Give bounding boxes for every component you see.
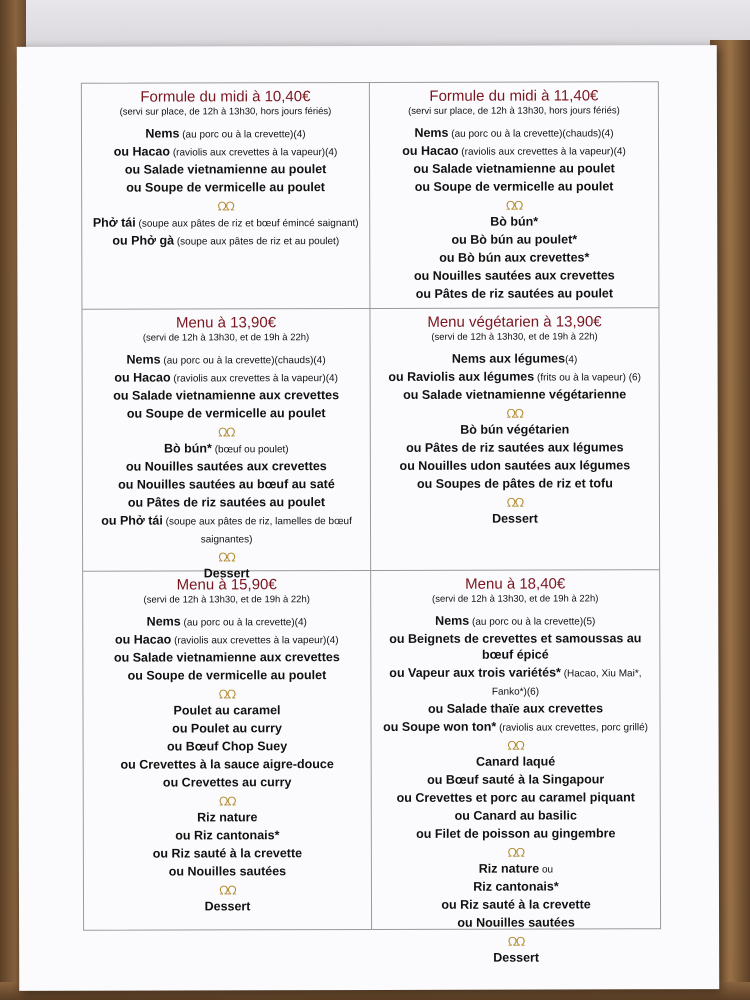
menu-item [377, 475, 653, 494]
dish-name: Phở gà [131, 233, 175, 248]
item-connector: ou [454, 808, 474, 823]
greek-key-ornament-icon: ᘯᘯ [506, 495, 524, 510]
dish-name: Nems [414, 125, 449, 140]
dish-name: Phở tái [92, 215, 136, 230]
item-connector: ou [101, 513, 120, 528]
dish-name: Canard au basilic [473, 808, 577, 823]
dish-detail: (au porc ou à la crevette)(4) [180, 617, 307, 629]
dish-name: Soupes de pâtes de riz et tofu [435, 476, 613, 491]
dish-name: Beignets de crevettes et samoussas au bœuf épicé [407, 631, 642, 662]
greek-key-ornament-icon: ᘯᘯ [507, 845, 524, 860]
dish-name: Bò bún au poulet* [470, 232, 578, 247]
item-connector: ou [113, 388, 133, 403]
dish-name: Nouilles sautées [476, 915, 575, 930]
greek-key-ornament-icon: ᘯᘯ [506, 406, 523, 421]
dish-detail: (raviolis aux crevettes à la vapeur)(4) [170, 373, 338, 385]
item-connector: ou [406, 440, 425, 455]
dish-name: Nems [145, 126, 180, 141]
dish-detail: (soupe aux pâtes de riz et bœuf émincé saignant) [135, 218, 359, 230]
menu-item [377, 421, 653, 440]
item-connector: ou [427, 772, 446, 787]
menu-box-menu-18-40 [371, 570, 660, 965]
dish-name: Nems [146, 614, 181, 629]
dish-detail: (soupe aux pâtes de riz et au poulet) [174, 236, 340, 248]
dish-name: Hacao [132, 144, 171, 159]
menu-item [89, 702, 364, 721]
dish-name: Nems [126, 352, 161, 367]
dish-name: Bœuf Chop Suey [185, 739, 288, 754]
item-connector: ou [114, 370, 134, 385]
item-connector: ou [383, 719, 402, 734]
item-connector: ou [112, 233, 132, 248]
menu-sheet [17, 45, 719, 991]
menu-item [377, 700, 653, 719]
menu-item [88, 214, 363, 233]
dish-name: Soupe de vermicelle au poulet [145, 406, 326, 421]
dish-detail: (au porc ou à la crevette)(4) [179, 129, 306, 141]
item-connector: ou [415, 286, 435, 301]
menu-item [88, 232, 363, 251]
menu-item [376, 178, 652, 197]
dish-name: Nems [435, 613, 470, 628]
item-connector: ou [120, 757, 140, 772]
dish-detail: (raviolis aux crevettes à la vapeur)(4) [458, 146, 626, 158]
dish-name: Riz nature [197, 810, 258, 825]
menu-item [377, 630, 653, 665]
dish-name: Soupe de vermicelle au poulet [146, 668, 327, 683]
dish-detail: (au porc ou à la crevette)(chauds)(4) [448, 128, 614, 140]
item-connector: ou [162, 775, 182, 790]
item-connector: ou [457, 915, 477, 930]
menu-item [378, 914, 654, 933]
dish-name: Salade vietnamienne au poulet [432, 161, 615, 176]
menu-item [378, 878, 654, 897]
item-connector: ou [439, 250, 459, 265]
menu-service-note: (servi de 12h à 13h30, et de 19h à 22h) [431, 331, 598, 343]
menu-item [89, 667, 364, 686]
item-connector: ou [113, 144, 133, 159]
menu-item [90, 863, 365, 882]
dish-name: Hacao [420, 143, 459, 158]
item-connector: ou [175, 828, 195, 843]
item-connector: ou [172, 721, 191, 736]
dish-detail: (raviolis aux crevettes, porc grillé) [496, 722, 649, 734]
item-connector: ou [125, 459, 145, 474]
menu-item [378, 825, 654, 844]
menu-item [377, 350, 653, 369]
menu-item [89, 458, 364, 477]
greek-key-ornament-icon: ᘯᘯ [218, 687, 236, 702]
menu-service-note: (servi sur place, de 12h à 13h30, hors jours fériés) [408, 105, 620, 117]
item-connector: ou [126, 180, 146, 195]
dish-detail: (4) [565, 354, 578, 366]
menu-item [89, 369, 364, 388]
menu-item [377, 368, 653, 387]
dish-name: Nouilles sautées aux crevettes [144, 459, 327, 474]
menu-item [377, 612, 653, 631]
dish-detail: (soupe aux pâtes de riz, lamelles de bœuf saignantes) [162, 516, 352, 546]
dish-detail: ou [539, 864, 554, 876]
dish-name: Riz cantonais* [193, 828, 280, 843]
dish-name: Riz nature [478, 861, 540, 876]
menu-item [377, 664, 653, 701]
menu-title: Menu à 15,90€ [176, 576, 277, 594]
item-connector: ou [396, 790, 416, 805]
item-connector: ou [389, 665, 409, 680]
dish-name: Crevettes au curry [181, 775, 292, 790]
dish-name: Bò bún végétarien [460, 422, 570, 437]
menu-item [378, 807, 654, 826]
menu-item [88, 161, 363, 180]
dish-name: Hacao [133, 632, 172, 647]
greek-key-ornament-icon: ᘯᘯ [507, 738, 524, 753]
dish-name: Riz sauté à la crevette [460, 897, 591, 912]
dish-detail: (Hacao, Xiu Mai*, Fanko*)(6) [491, 668, 642, 698]
menu-item [378, 860, 654, 879]
menu-box-menu-vegetarien-13-90 [370, 308, 659, 571]
item-connector: ou [413, 161, 433, 176]
menu-title: Menu végétarien à 13,90€ [427, 313, 602, 331]
item-connector: ou [427, 701, 447, 716]
dish-detail: (frits ou à la vapeur) (6) [534, 372, 641, 384]
item-connector: ou [126, 406, 146, 421]
item-connector: ou [127, 495, 147, 510]
menu-service-note: (servi sur place, de 12h à 13h30, hors jours fériés) [119, 106, 332, 118]
greek-key-ornament-icon: ᘯᘯ [507, 934, 525, 949]
dish-name: Bò bún* [163, 441, 212, 456]
dish-name: Riz sauté à la crevette [171, 846, 303, 861]
menu-item [89, 351, 364, 370]
dish-name: Crevettes à la sauce aigre-douce [139, 757, 334, 772]
menu-item [378, 771, 654, 790]
menu-title: Menu à 13,90€ [175, 314, 277, 332]
item-connector: ou [115, 632, 134, 647]
item-connector: ou [389, 631, 408, 646]
menu-item [89, 387, 364, 406]
menu-item [89, 405, 364, 424]
menu-item [89, 494, 364, 513]
menu-service-note: (servi de 12h à 13h30, et de 19h à 22h) [142, 332, 310, 344]
dish-name: Salade vietnamienne aux crevettes [132, 650, 340, 665]
menu-item [89, 476, 364, 495]
dish-name: Soupe de vermicelle au poulet [145, 180, 325, 195]
item-connector: ou [399, 458, 419, 473]
menu-item [376, 142, 652, 161]
dish-name: Vapeur aux trois variétés* [408, 665, 561, 680]
item-connector: ou [451, 232, 471, 247]
dish-detail: (au porc ou à la crevette)(5) [469, 616, 596, 628]
dish-name: Raviolis aux légumes [407, 369, 535, 384]
greek-key-ornament-icon: ᘯᘯ [219, 883, 236, 898]
dish-name: Nouilles udon sautées aux légumes [418, 458, 631, 473]
menu-title: Formule du midi à 11,40€ [429, 87, 599, 105]
item-connector: ou [403, 387, 422, 402]
dish-name: Poulet au caramel [173, 703, 281, 718]
menu-item [376, 285, 652, 304]
menu-item [89, 649, 364, 668]
dish-name: Phở tái [119, 513, 163, 528]
dish-detail: (raviolis aux crevettes à la vapeur)(4) [171, 635, 339, 647]
menu-item [376, 231, 652, 250]
menu-item [90, 774, 365, 793]
greek-key-ornament-icon: ᘯᘯ [217, 199, 234, 214]
item-connector: ou [152, 846, 172, 861]
dish-name: Riz cantonais* [473, 879, 559, 894]
dish-name: Pâtes de riz sautées aux légumes [424, 440, 624, 455]
menu-item [376, 213, 652, 232]
greek-key-ornament-icon: ᘯᘯ [218, 550, 235, 565]
menu-item [377, 439, 653, 458]
item-connector: ou [414, 179, 434, 194]
menu-item [90, 756, 365, 775]
menu-service-note: (servi de 12h à 13h30, et de 19h à 22h) [432, 593, 599, 605]
menu-item [377, 457, 653, 476]
item-connector: ou [124, 162, 144, 177]
dish-name: Pâtes de riz sautées au poulet [146, 495, 326, 510]
menu-item [376, 267, 652, 286]
item-connector: ou [402, 143, 422, 158]
menu-service-note: (servi de 12h à 13h30, et de 19h à 22h) [143, 594, 310, 606]
item-connector: ou [127, 668, 147, 683]
dish-name: Filet de poisson au gingembre [434, 826, 616, 841]
dish-name: Pâtes de riz sautées au poulet [434, 286, 614, 301]
dish-name: Poulet au curry [190, 721, 282, 736]
dish-name: Soupe won ton* [401, 719, 497, 734]
dessert-label: Dessert [203, 566, 250, 581]
dish-name: Nouilles sautées aux crevettes [432, 268, 615, 283]
greek-key-ornament-icon: ᘯᘯ [506, 198, 523, 213]
dish-name: Bò bún aux crevettes* [458, 250, 590, 265]
dessert-label: Dessert [492, 511, 538, 526]
item-connector: ou [118, 477, 137, 492]
menu-item [90, 720, 365, 739]
dessert-label: Dessert [204, 899, 251, 914]
menu-item [88, 143, 363, 162]
dish-name: Nems aux légumes [451, 351, 566, 366]
menu-item [89, 613, 364, 632]
menu-item [378, 718, 654, 737]
dish-name: Salade vietnamienne au poulet [143, 162, 327, 177]
dish-detail: (raviolis aux crevettes à la vapeur)(4) [170, 147, 338, 159]
item-connector: ou [167, 739, 186, 754]
greek-key-ornament-icon: ᘯᘯ [218, 425, 235, 440]
menu-item [89, 440, 364, 459]
dish-name: Nouilles sautées [187, 864, 287, 879]
menu-box-formule-10-40 [82, 83, 371, 310]
dish-name: Salade vietnamienne aux crevettes [132, 388, 340, 403]
menu-item [88, 179, 363, 198]
dish-name: Salade thaïe aux crevettes [446, 701, 604, 716]
dessert-label: Dessert [493, 950, 540, 965]
menu-item [376, 249, 652, 268]
menu-item [89, 631, 364, 650]
menu-title: Formule du midi à 10,40€ [140, 88, 311, 106]
menu-item [376, 160, 652, 179]
menu-item [378, 753, 654, 772]
dish-detail: (bœuf ou poulet) [211, 444, 289, 456]
menu-grid [81, 81, 661, 965]
item-connector: ou [441, 897, 461, 912]
menu-item [90, 738, 365, 757]
menu-item [90, 809, 365, 828]
item-connector: ou [416, 826, 435, 841]
menu-item [378, 896, 654, 915]
dish-detail: (au porc ou à la crevette)(chauds)(4) [160, 355, 326, 367]
menu-item [90, 845, 365, 864]
menu-box-menu-13-90 [82, 309, 371, 581]
dish-name: Nouilles sautées au bœuf au saté [136, 477, 335, 492]
item-connector: ou [113, 650, 133, 665]
dish-name: Crevettes et porc au caramel piquant [415, 790, 635, 805]
item-connector: ou [168, 864, 188, 879]
menu-item [377, 386, 653, 405]
item-connector: ou [413, 268, 433, 283]
dish-name: Hacao [133, 370, 171, 385]
menu-item [378, 789, 654, 808]
menu-item [89, 512, 364, 549]
dish-name: Salade vietnamienne végétarienne [421, 387, 627, 402]
menu-item [90, 827, 365, 846]
menu-box-formule-11-40 [370, 82, 659, 309]
menu-item [376, 124, 652, 143]
dish-name: Soupe de vermicelle au poulet [433, 179, 614, 194]
item-connector: ou [388, 369, 408, 384]
menu-item [88, 125, 363, 144]
item-connector: ou [416, 476, 436, 491]
greek-key-ornament-icon: ᘯᘯ [219, 794, 236, 809]
dish-name: Bœuf sauté à la Singapour [445, 772, 605, 787]
menu-box-menu-15-90 [83, 571, 372, 930]
dish-name: Canard laqué [476, 754, 556, 769]
dish-name: Bò bún* [490, 214, 539, 229]
menu-title: Menu à 18,40€ [465, 575, 566, 593]
